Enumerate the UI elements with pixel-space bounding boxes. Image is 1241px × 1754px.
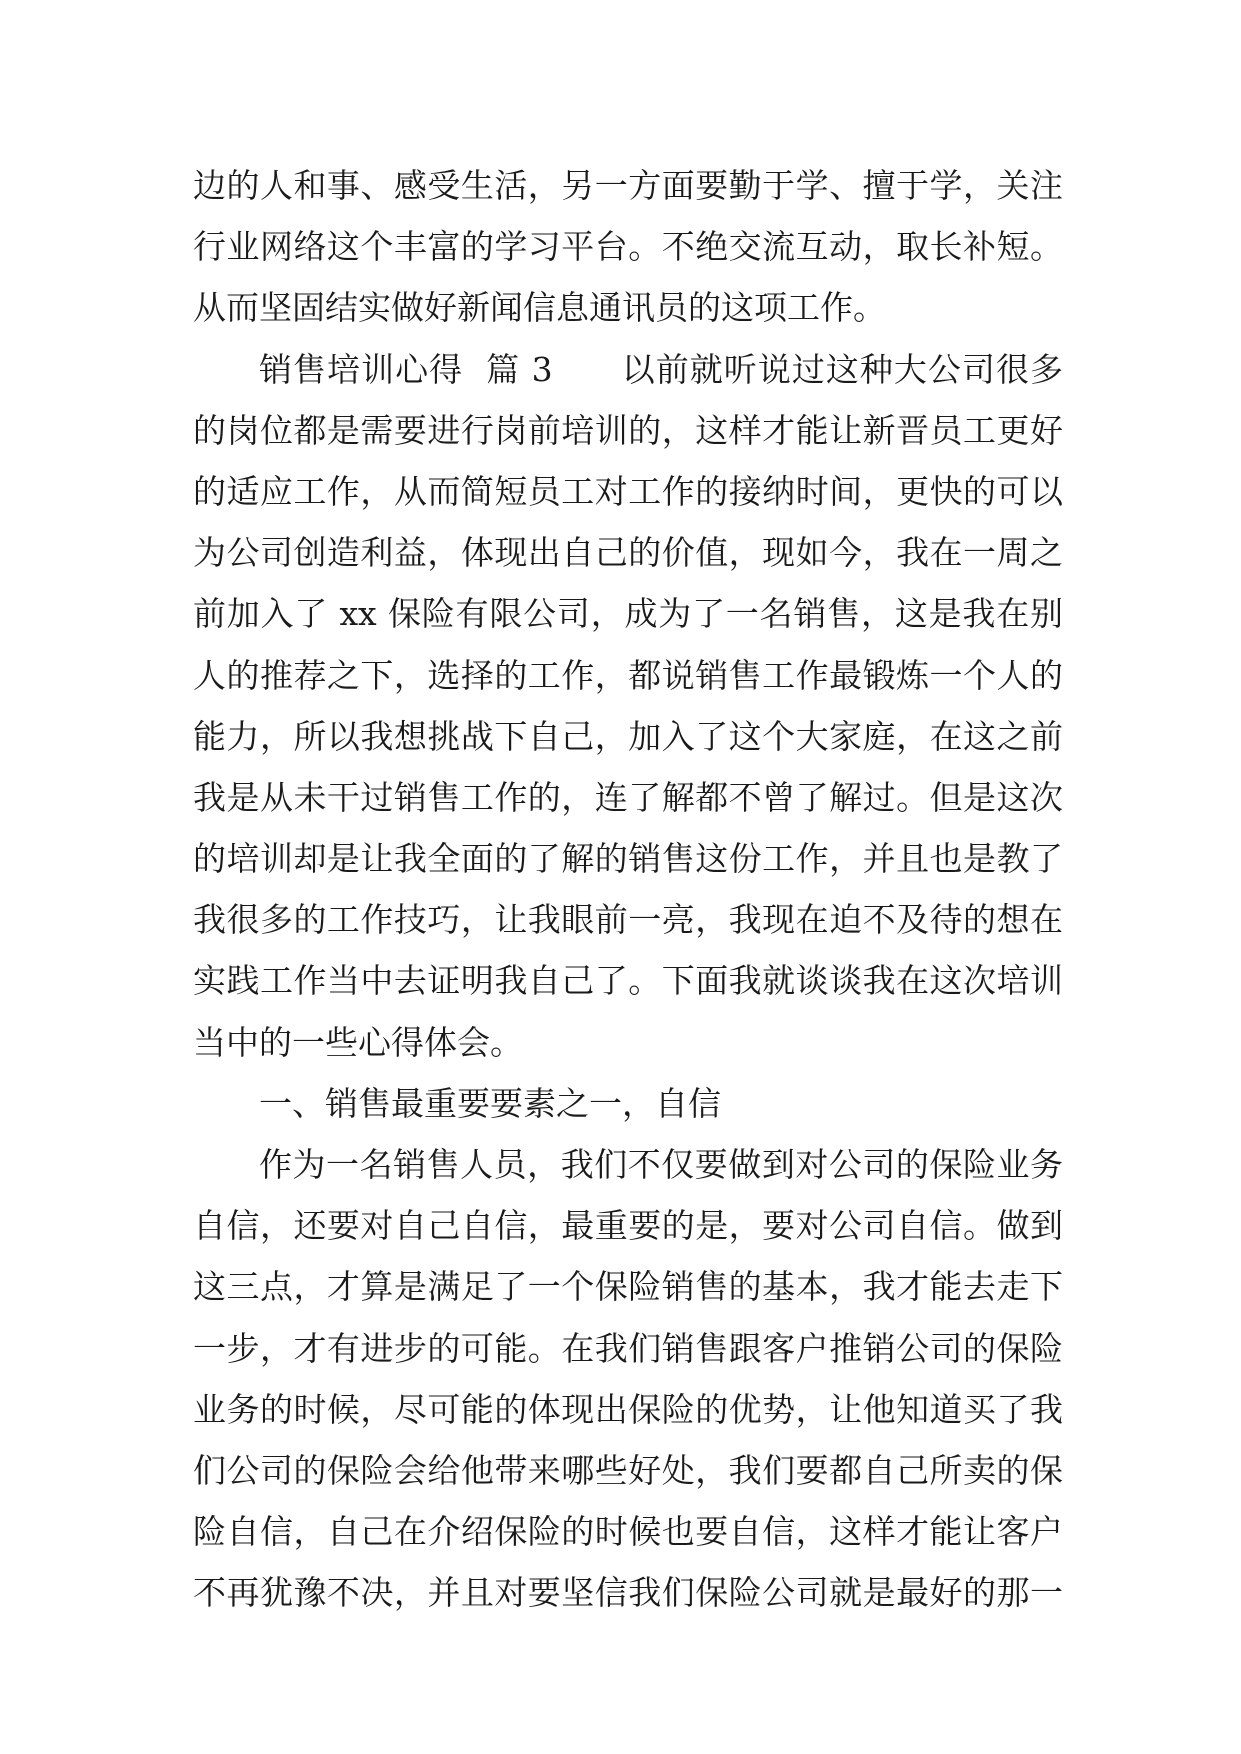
text-line: 我是从未干过销售工作的，连了解都不曾了解过。但是这次: [193, 777, 1063, 817]
text-line: 的岗位都是需要进行岗前培训的，这样才能让新晋员工更好: [193, 410, 1063, 450]
text-line: 当中的一些心得体会。: [193, 1022, 523, 1062]
text-line: 们公司的保险会给他带来哪些好处，我们要都自己所卖的保: [193, 1450, 1063, 1490]
text-line: 的适应工作，从而简短员工对工作的接纳时间，更快的可以: [193, 471, 1063, 511]
text-line: 为公司创造利益，体现出自己的价值，现如今，我在一周之: [193, 533, 1063, 573]
text-line: 不再犹豫不决，并且对要坚信我们保险公司就是最好的那一: [193, 1573, 1063, 1613]
text-line: 从而坚固结实做好新闻信息通讯员的这项工作。: [193, 288, 886, 328]
text-line: 作为一名销售人员，我们不仅要做到对公司的保险业务: [259, 1145, 1063, 1184]
text-line: 这三点，才算是满足了一个保险销售的基本，我才能去走下: [193, 1267, 1063, 1307]
text-line: 能力，所以我想挑战下自己，加入了这个大家庭，在这之前: [193, 716, 1063, 756]
text-line: 险自信，自己在介绍保险的时候也要自信，这样才能让客户: [193, 1512, 1063, 1552]
text-line: 自信，还要对自己自信，最重要的是，要对公司自信。做到: [193, 1206, 1063, 1246]
text-line: 一步，才有进步的可能。在我们销售跟客户推销公司的保险: [193, 1328, 1063, 1368]
text-line: 前加入了 xx 保险有限公司，成为了一名销售，这是我在别: [193, 594, 1063, 634]
subheading-line: 一、销售最重要要素之一，自信: [259, 1083, 721, 1123]
text-line: 实践工作当中去证明我自己了。下面我就谈谈我在这次培训: [193, 961, 1063, 1001]
text-line: 的培训却是让我全面的了解的销售这份工作，并且也是教了: [193, 839, 1063, 879]
body-text: [193, 155, 1063, 1624]
text-line: 人的推荐之下，选择的工作，都说销售工作最锻炼一个人的: [193, 655, 1063, 695]
text-line: 我很多的工作技巧，让我眼前一亮，我现在迫不及待的想在: [193, 900, 1063, 940]
text-line: 边的人和事、感受生活，另一方面要勤于学、擅于学，关注: [193, 166, 1063, 205]
text-line: 行业网络这个丰富的学习平台。不绝交流互动，取长补短。: [193, 227, 1063, 267]
text-line: 业务的时候，尽可能的体现出保险的优势，让他知道买了我: [193, 1389, 1063, 1429]
section-heading-line: 销售培训心得 篇 3 以前就听说过这种大公司很多: [259, 349, 1063, 389]
